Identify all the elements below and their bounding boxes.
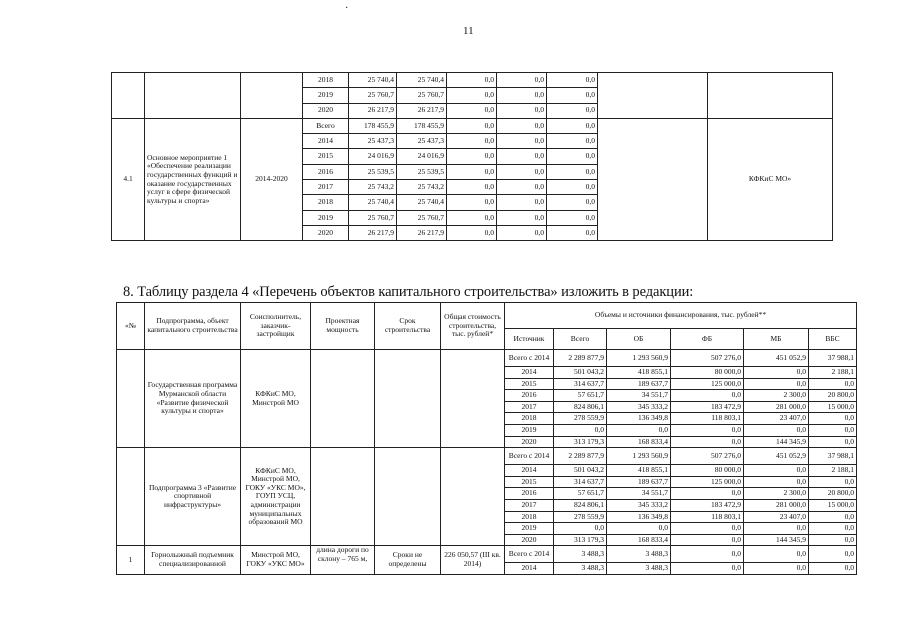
total-cell: 25 437,3 — [349, 134, 397, 149]
row-number: 4.1 — [112, 118, 145, 240]
mb-cell: 23 407,0 — [744, 511, 809, 523]
fb-cell: 0,0 — [447, 73, 497, 88]
total-cell: 25 760,7 — [349, 88, 397, 103]
fb-cell: 118 803,1 — [671, 511, 744, 523]
ob-cell: 418 855,1 — [607, 367, 671, 379]
vbs-cell: 0,0 — [547, 225, 598, 240]
vbs-cell: 2 188,1 — [809, 367, 857, 379]
vbs-cell: 37 988,1 — [809, 448, 857, 465]
object-executor: Минстрой МО, ГОКУ «УКС МО» — [241, 546, 311, 575]
fb-cell: 0,0 — [447, 195, 497, 210]
total-cell: 313 179,3 — [554, 436, 607, 448]
total-cell: 0,0 — [554, 424, 607, 436]
fb-cell: 183 472,9 — [671, 401, 744, 413]
ob-cell: 0,0 — [607, 424, 671, 436]
header-num: «№ — [117, 303, 145, 350]
vbs-cell: 0,0 — [809, 476, 857, 488]
year-cell: 2019 — [303, 210, 349, 225]
fb-cell: 183 472,9 — [671, 499, 744, 511]
total-cell: 178 455,9 — [349, 118, 397, 133]
header-capacity: Проектная мощность — [311, 303, 375, 350]
total-cell: 25 740,4 — [349, 73, 397, 88]
fb-cell: 507 276,0 — [671, 350, 744, 367]
fb-cell: 118 803,1 — [671, 413, 744, 425]
year-cell: 2018 — [505, 511, 554, 523]
vbs-cell: 0,0 — [547, 103, 598, 118]
object-term — [375, 448, 441, 546]
object-executor: КФКиС МО, Минстрой МО — [241, 350, 311, 448]
total-cell: 278 559,9 — [554, 413, 607, 425]
mb-cell: 0,0 — [497, 73, 547, 88]
ob-cell: 25 743,2 — [397, 180, 447, 195]
object-capacity — [311, 448, 375, 546]
total-cell: 26 217,9 — [349, 103, 397, 118]
mb-cell: 0,0 — [497, 195, 547, 210]
section-heading: 8. Таблицу раздела 4 «Перечень объектов капитального строительства» изложить в редакции: — [123, 284, 694, 300]
table-row — [117, 448, 857, 465]
vbs-cell: 0,0 — [809, 378, 857, 390]
fb-cell: 80 000,0 — [671, 367, 744, 379]
object-capacity: длина дороги по склону – 765 м, — [311, 546, 375, 575]
ob-cell: 26 217,9 — [397, 103, 447, 118]
mb-cell: 0,0 — [497, 210, 547, 225]
vbs-cell: 37 988,1 — [809, 350, 857, 367]
year-cell: 2014 — [505, 465, 554, 477]
ob-cell: 418 855,1 — [607, 465, 671, 477]
vbs-cell: 0,0 — [547, 210, 598, 225]
year-cell: 2019 — [505, 424, 554, 436]
fb-cell: 0,0 — [671, 534, 744, 546]
year-cell: 2020 — [303, 225, 349, 240]
header-mb: МБ — [744, 329, 809, 350]
year-cell: 2014 — [505, 367, 554, 379]
year-cell: 2016 — [505, 390, 554, 402]
stray-mark: · — [345, 3, 349, 14]
fb-cell: 0,0 — [671, 436, 744, 448]
total-cell: 3 488,3 — [554, 563, 607, 575]
year-cell: 2019 — [505, 523, 554, 535]
header-name: Подпрограмма, объект капитального строительства — [145, 303, 241, 350]
year-cell: 2017 — [303, 180, 349, 195]
mb-cell: 451 052,9 — [744, 448, 809, 465]
vbs-cell: 20 800,0 — [809, 488, 857, 500]
ob-cell: 25 740,4 — [397, 195, 447, 210]
object-term — [375, 350, 441, 448]
year-cell: 2014 — [303, 134, 349, 149]
mb-cell: 2 300,0 — [744, 488, 809, 500]
ob-cell: 0,0 — [607, 523, 671, 535]
mb-cell: 2 300,0 — [744, 390, 809, 402]
ob-cell: 25 760,7 — [397, 210, 447, 225]
mb-cell: 0,0 — [744, 465, 809, 477]
year-cell: 2018 — [303, 195, 349, 210]
fb-cell: 0,0 — [447, 180, 497, 195]
header-term: Срок строительства — [375, 303, 441, 350]
header-executor: Соисполнитель, заказчик-застройщик — [241, 303, 311, 350]
ob-cell: 189 637,7 — [607, 378, 671, 390]
mb-cell: 0,0 — [744, 367, 809, 379]
year-cell: 2017 — [505, 499, 554, 511]
total-cell: 278 559,9 — [554, 511, 607, 523]
ob-cell: 34 551,7 — [607, 488, 671, 500]
year-cell: 2014 — [505, 563, 554, 575]
year-cell: Всего — [303, 118, 349, 133]
total-cell: 57 651,7 — [554, 390, 607, 402]
row-number: 1 — [117, 546, 145, 575]
object-name: Горнолыжный подъемник специализированной — [145, 546, 241, 575]
row-number — [117, 448, 145, 546]
header-fb: ФБ — [671, 329, 744, 350]
mb-cell: 0,0 — [497, 118, 547, 133]
total-cell: 25 743,2 — [349, 180, 397, 195]
fb-cell: 0,0 — [447, 210, 497, 225]
fb-cell: 0,0 — [671, 424, 744, 436]
year-cell: 2018 — [505, 413, 554, 425]
year-cell: 2019 — [303, 88, 349, 103]
table-row — [117, 350, 857, 367]
total-cell: 57 651,7 — [554, 488, 607, 500]
total-cell: 26 217,9 — [349, 225, 397, 240]
fb-cell: 125 000,0 — [671, 476, 744, 488]
page-number: 11 — [463, 25, 474, 37]
empty-cell — [708, 73, 833, 119]
year-cell: 2015 — [505, 378, 554, 390]
mb-cell: 0,0 — [497, 103, 547, 118]
mb-cell: 0,0 — [497, 88, 547, 103]
empty-cell — [598, 73, 708, 119]
object-term: Сроки не определены — [375, 546, 441, 575]
object-cost — [441, 350, 505, 448]
vbs-cell: 0,0 — [809, 523, 857, 535]
top-table — [111, 72, 833, 241]
total-cell: 25 760,7 — [349, 210, 397, 225]
mb-cell: 0,0 — [497, 164, 547, 179]
ob-cell: 24 016,9 — [397, 149, 447, 164]
header-ob: ОБ — [607, 329, 671, 350]
table-row — [112, 73, 833, 88]
total-cell: 313 179,3 — [554, 534, 607, 546]
ob-cell: 136 349,8 — [607, 511, 671, 523]
year-cell: Всего с 2014 — [505, 350, 554, 367]
total-cell: 314 637,7 — [554, 476, 607, 488]
header-cost: Общая стоимость строительства, тыс. рублей* — [441, 303, 505, 350]
mb-cell: 281 000,0 — [744, 499, 809, 511]
header-total: Всего — [554, 329, 607, 350]
mb-cell: 0,0 — [497, 225, 547, 240]
vbs-cell: 0,0 — [809, 511, 857, 523]
vbs-cell: 0,0 — [547, 164, 598, 179]
year-cell: 2015 — [505, 476, 554, 488]
total-cell: 501 043,2 — [554, 367, 607, 379]
fb-cell: 0,0 — [671, 563, 744, 575]
header-source: Источник — [505, 329, 554, 350]
table-row — [117, 546, 857, 563]
object-executor: КФКиС МО, Минстрой МО, ГОКУ «УКС МО», ГОУП УСЦ, администрации муниципальных образований МО — [241, 448, 311, 546]
ob-cell: 345 333,2 — [607, 401, 671, 413]
fb-cell: 0,0 — [671, 546, 744, 563]
measure-period: 2014-2020 — [241, 118, 303, 240]
vbs-cell: 0,0 — [547, 73, 598, 88]
vbs-cell: 0,0 — [809, 413, 857, 425]
total-cell: 25 539,5 — [349, 164, 397, 179]
year-cell: 2018 — [303, 73, 349, 88]
table-row — [112, 118, 833, 133]
total-cell: 24 016,9 — [349, 149, 397, 164]
mb-cell: 0,0 — [497, 134, 547, 149]
total-cell: 2 289 877,9 — [554, 350, 607, 367]
mb-cell: 0,0 — [497, 149, 547, 164]
year-cell: 2020 — [505, 436, 554, 448]
vbs-cell: 0,0 — [809, 424, 857, 436]
object-cost: 226 050,57 (III кв. 2014) — [441, 546, 505, 575]
ob-cell: 34 551,7 — [607, 390, 671, 402]
capital-construction-table — [116, 302, 857, 575]
measure-executor: КФКиС МО» — [708, 118, 833, 240]
mb-cell: 23 407,0 — [744, 413, 809, 425]
fb-cell: 0,0 — [447, 118, 497, 133]
ob-cell: 25 760,7 — [397, 88, 447, 103]
mb-cell: 0,0 — [744, 476, 809, 488]
total-cell: 2 289 877,9 — [554, 448, 607, 465]
mb-cell: 0,0 — [744, 546, 809, 563]
vbs-cell: 0,0 — [547, 180, 598, 195]
empty-cell — [241, 73, 303, 119]
vbs-cell: 0,0 — [809, 546, 857, 563]
year-cell: 2020 — [303, 103, 349, 118]
ob-cell: 168 833,4 — [607, 534, 671, 546]
measure-name: Основное мероприятие 1 «Обеспечение реализации государственных функций и оказание государственных услуг в сфере физической культуры и спорта» — [145, 118, 241, 240]
year-cell: 2015 — [303, 149, 349, 164]
year-cell: Всего с 2014 — [505, 448, 554, 465]
object-cost — [441, 448, 505, 546]
fb-cell: 0,0 — [671, 523, 744, 535]
ob-cell: 345 333,2 — [607, 499, 671, 511]
mb-cell: 281 000,0 — [744, 401, 809, 413]
vbs-cell: 0,0 — [809, 436, 857, 448]
vbs-cell: 20 800,0 — [809, 390, 857, 402]
year-cell: Всего с 2014 — [505, 546, 554, 563]
total-cell: 314 637,7 — [554, 378, 607, 390]
fb-cell: 0,0 — [671, 488, 744, 500]
vbs-cell: 0,0 — [809, 563, 857, 575]
vbs-cell: 15 000,0 — [809, 499, 857, 511]
mb-cell: 0,0 — [497, 180, 547, 195]
fb-cell: 125 000,0 — [671, 378, 744, 390]
year-cell: 2016 — [505, 488, 554, 500]
ob-cell: 178 455,9 — [397, 118, 447, 133]
total-cell: 824 806,1 — [554, 401, 607, 413]
fb-cell: 0,0 — [447, 225, 497, 240]
ob-cell: 136 349,8 — [607, 413, 671, 425]
empty-cell — [145, 73, 241, 119]
fb-cell: 0,0 — [671, 390, 744, 402]
ob-cell: 26 217,9 — [397, 225, 447, 240]
row-number — [117, 350, 145, 448]
vbs-cell: 15 000,0 — [809, 401, 857, 413]
vbs-cell: 0,0 — [809, 534, 857, 546]
fb-cell: 0,0 — [447, 149, 497, 164]
year-cell: 2016 — [303, 164, 349, 179]
year-cell: 2017 — [505, 401, 554, 413]
header-row-1 — [117, 303, 857, 329]
header-vbs: ВБС — [809, 329, 857, 350]
mb-cell: 451 052,9 — [744, 350, 809, 367]
mb-cell: 144 345,9 — [744, 436, 809, 448]
fb-cell: 0,0 — [447, 164, 497, 179]
total-cell: 3 488,3 — [554, 546, 607, 563]
mb-cell: 144 345,9 — [744, 534, 809, 546]
total-cell: 25 740,4 — [349, 195, 397, 210]
vbs-cell: 0,0 — [547, 118, 598, 133]
mb-cell: 0,0 — [744, 378, 809, 390]
ob-cell: 3 488,3 — [607, 546, 671, 563]
vbs-cell: 2 188,1 — [809, 465, 857, 477]
ob-cell: 25 437,3 — [397, 134, 447, 149]
ob-cell: 3 488,3 — [607, 563, 671, 575]
ob-cell: 1 293 560,9 — [607, 448, 671, 465]
ob-cell: 1 293 560,9 — [607, 350, 671, 367]
ob-cell: 25 740,4 — [397, 73, 447, 88]
empty-cell — [598, 118, 708, 240]
mb-cell: 0,0 — [744, 424, 809, 436]
total-cell: 0,0 — [554, 523, 607, 535]
mb-cell: 0,0 — [744, 563, 809, 575]
empty-cell — [112, 73, 145, 119]
object-name: Государственная программа Мурманской области «Развитие физической культуры и спорта» — [145, 350, 241, 448]
fb-cell: 0,0 — [447, 103, 497, 118]
header-funding: Объемы и источники финансирования, тыс. рублей** — [505, 303, 857, 329]
fb-cell: 80 000,0 — [671, 465, 744, 477]
object-capacity — [311, 350, 375, 448]
vbs-cell: 0,0 — [547, 149, 598, 164]
object-name: Подпрограмма 3 «Развитие спортивной инфраструктуры» — [145, 448, 241, 546]
total-cell: 501 043,2 — [554, 465, 607, 477]
ob-cell: 25 539,5 — [397, 164, 447, 179]
total-cell: 824 806,1 — [554, 499, 607, 511]
vbs-cell: 0,0 — [547, 88, 598, 103]
fb-cell: 0,0 — [447, 134, 497, 149]
mb-cell: 0,0 — [744, 523, 809, 535]
vbs-cell: 0,0 — [547, 195, 598, 210]
year-cell: 2020 — [505, 534, 554, 546]
ob-cell: 189 637,7 — [607, 476, 671, 488]
fb-cell: 507 276,0 — [671, 448, 744, 465]
vbs-cell: 0,0 — [547, 134, 598, 149]
ob-cell: 168 833,4 — [607, 436, 671, 448]
fb-cell: 0,0 — [447, 88, 497, 103]
